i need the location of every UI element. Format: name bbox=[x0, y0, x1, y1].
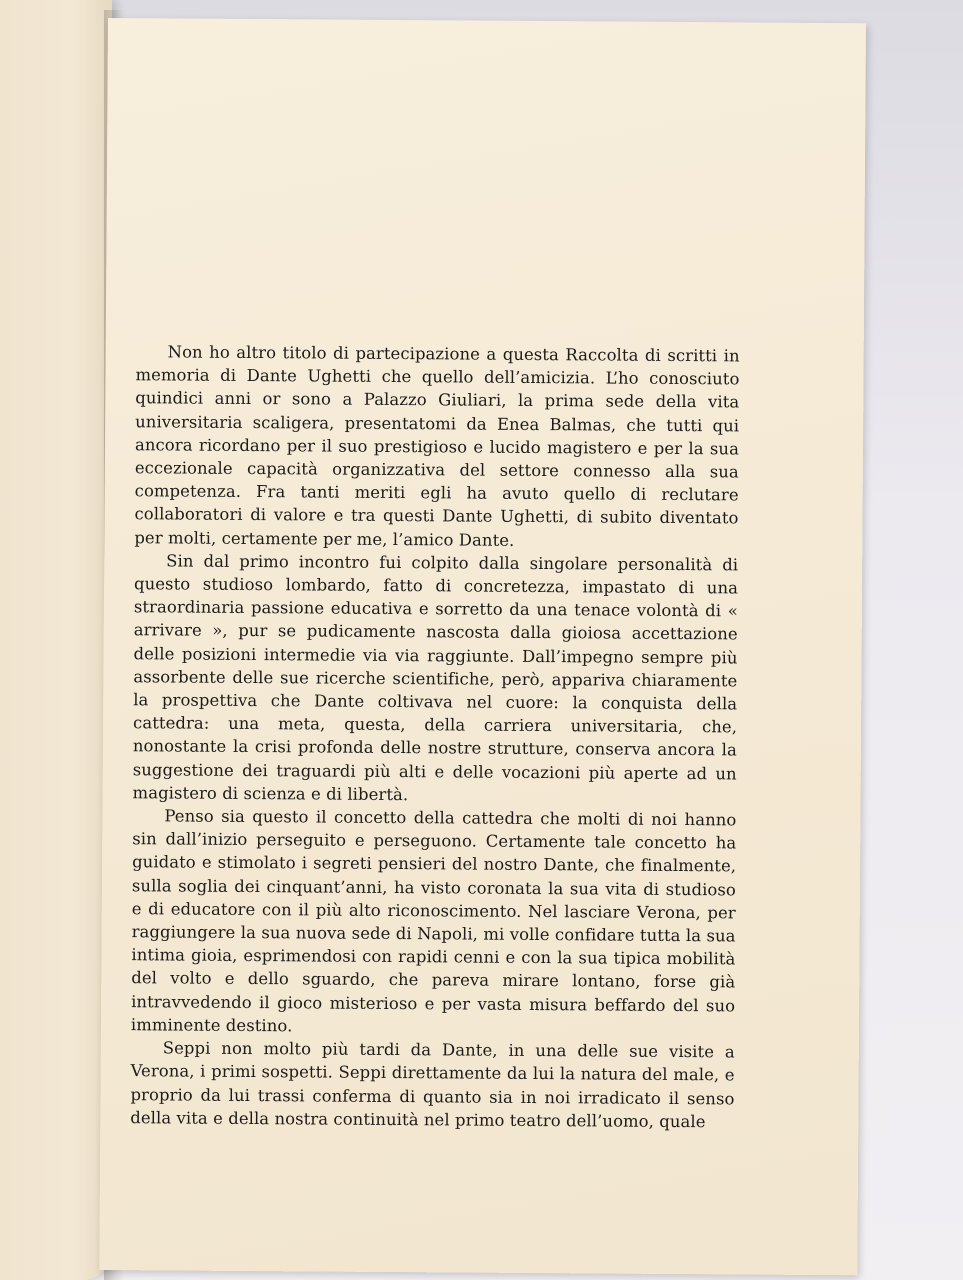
body-text bbox=[130, 340, 739, 1133]
left-book-page bbox=[0, 0, 112, 1280]
paragraph-3: Penso sia questo il concetto della cattedra che molti di noi hanno sin dall’inizio perseguito e perseguono. Certamente tale concetto ha guidato e stimolato i segreti pensieri del nostro Dante, che finalmente, sulla soglia dei cinquant’anni, ha visto coronata la sua vita di studioso e di educatore con il più alto riconoscimento. Nel lasciare Verona, per raggiungere la sua nuova sede di Napoli, mi volle confidare tutta la sua intima gioia, esprimendosi con rapidi cenni e con la sua tipica mobilità del volto e dello sguardo, che pareva mirare lontano, forse già intravvedendo il gioco misterioso e per vasta misura beffardo del suo imminente destino. bbox=[130, 806, 737, 1036]
paragraph-1: Non ho altro titolo di partecipazione a questa Raccolta di scritti in memoria di Dante Ughetti che quello dell’amicizia. L’ho conosciuto quindici anni or sono a Palazzo Giuliari, la prima sede della vita universitaria scaligera, presentatomi da Enea Balmas, che tutti qui ancora ricordano per il suo prestigioso e lucido magistero e per la sua eccezionale capacità organizzativa del settore connesso alla sua competenza. Fra tanti meriti egli ha avuto quello di reclutare collaboratori di valore e tra questi Dante Ughetti, di subito diventato per molti, certamente per me, l’amico Dante. bbox=[134, 342, 740, 550]
paragraph-2: Sin dal primo incontro fui colpito dalla singolare personalità di questo studioso lombardo, fatto di concretezza, impastato di una straordinaria passione educativa e sorretto da una tenace volontà di « arrivare », pur se pudicamente nascosta dalla gioiosa accettazione delle posizioni intermedie via via raggiunte. Dall’impegno sempre più assorbente delle sue ricerche scientifiche, però, appariva chiaramente la prospettiva che Dante coltivava nel cuore: la conquista della cattedra: una meta, questa, della carriera universitaria, che, nonostante la crisi profonda delle nostre strutture, conserva ancora la suggestione dei traguardi più alti e delle vocazioni più aperte ad un magistero di scienza e di libertà. bbox=[132, 551, 739, 804]
right-book-page bbox=[99, 18, 866, 1275]
paragraph-4: Seppi non molto più tardi da Dante, in una delle sue visite a Verona, i primi sospetti. Seppi direttamente da lui la natura del male, e proprio da lui trassi conferma di quanto sia in noi irradicato il senso della vita e della nostra continuità nel primo teatro dell’uomo, quale bbox=[130, 1038, 735, 1131]
